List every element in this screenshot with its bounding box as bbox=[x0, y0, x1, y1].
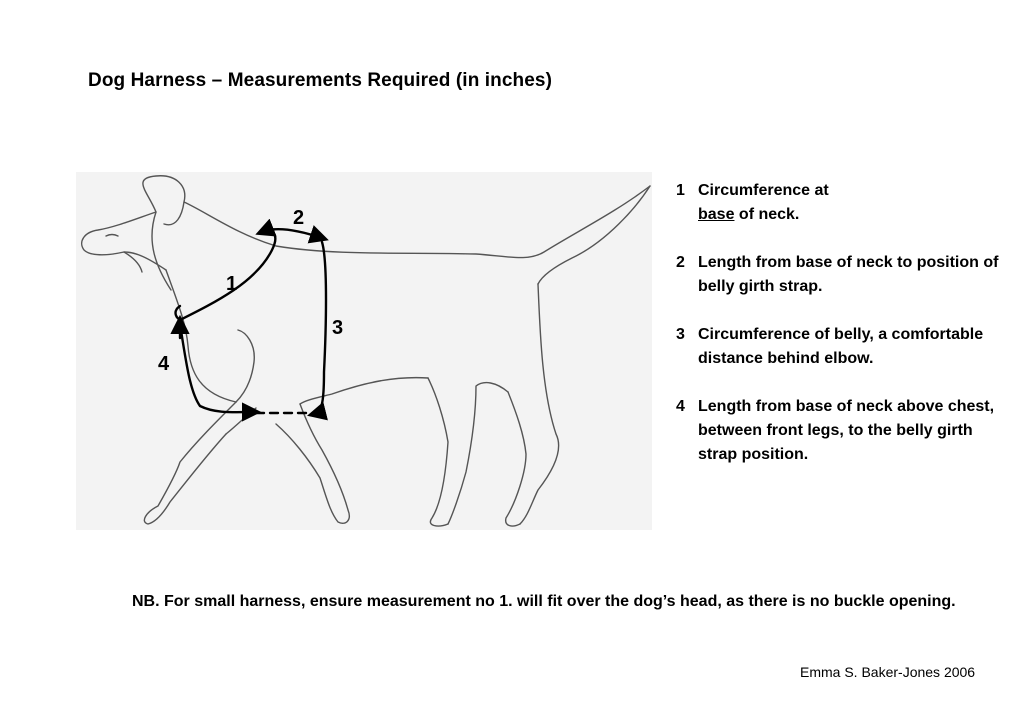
diagram-label-4: 4 bbox=[158, 353, 170, 375]
measurement-lines bbox=[176, 229, 327, 414]
measurement-number: 3 bbox=[676, 326, 685, 343]
diagram-label-1: 1 bbox=[226, 273, 238, 295]
diagram-label-3: 3 bbox=[332, 317, 344, 339]
dog-outline bbox=[82, 176, 650, 526]
measurement-text-part: of neck. bbox=[734, 206, 800, 223]
dog-outline-diagram bbox=[76, 172, 652, 530]
page-title: Dog Harness – Measurements Required (in inches) bbox=[88, 70, 552, 91]
measurement-text bbox=[698, 323, 1006, 371]
measurement-text-part: Circumference of belly, a comfortable distance behind elbow. bbox=[698, 326, 984, 367]
measurement-list bbox=[676, 179, 1006, 491]
diagram-label-2: 2 bbox=[293, 207, 305, 229]
dog-drawing bbox=[76, 172, 652, 530]
measurement-item bbox=[676, 395, 1006, 467]
measurement-text-part: Length from base of neck above chest, between front legs, to the belly girth strap position. bbox=[698, 398, 995, 463]
measurement-item bbox=[676, 179, 1006, 227]
note: NB. For small harness, ensure measurement no 1. will fit over the dog’s head, as there is no buckle opening. bbox=[132, 593, 956, 610]
measurement-text-part: Circumference at bbox=[698, 182, 829, 199]
measurement-text bbox=[698, 251, 1006, 299]
measurement-number: 1 bbox=[676, 182, 685, 199]
measurement-item bbox=[676, 251, 1006, 299]
author-credit: Emma S. Baker-Jones 2006 bbox=[800, 664, 976, 680]
measurement-number: 2 bbox=[676, 254, 685, 271]
underlined-text: base bbox=[698, 206, 735, 223]
measurement-text-part: Length from base of neck to position of belly girth strap. bbox=[698, 254, 999, 295]
measurement-item bbox=[676, 323, 1006, 371]
measurement-number: 4 bbox=[676, 398, 685, 415]
measurement-text bbox=[698, 179, 1006, 227]
measurement-text bbox=[698, 395, 1006, 467]
